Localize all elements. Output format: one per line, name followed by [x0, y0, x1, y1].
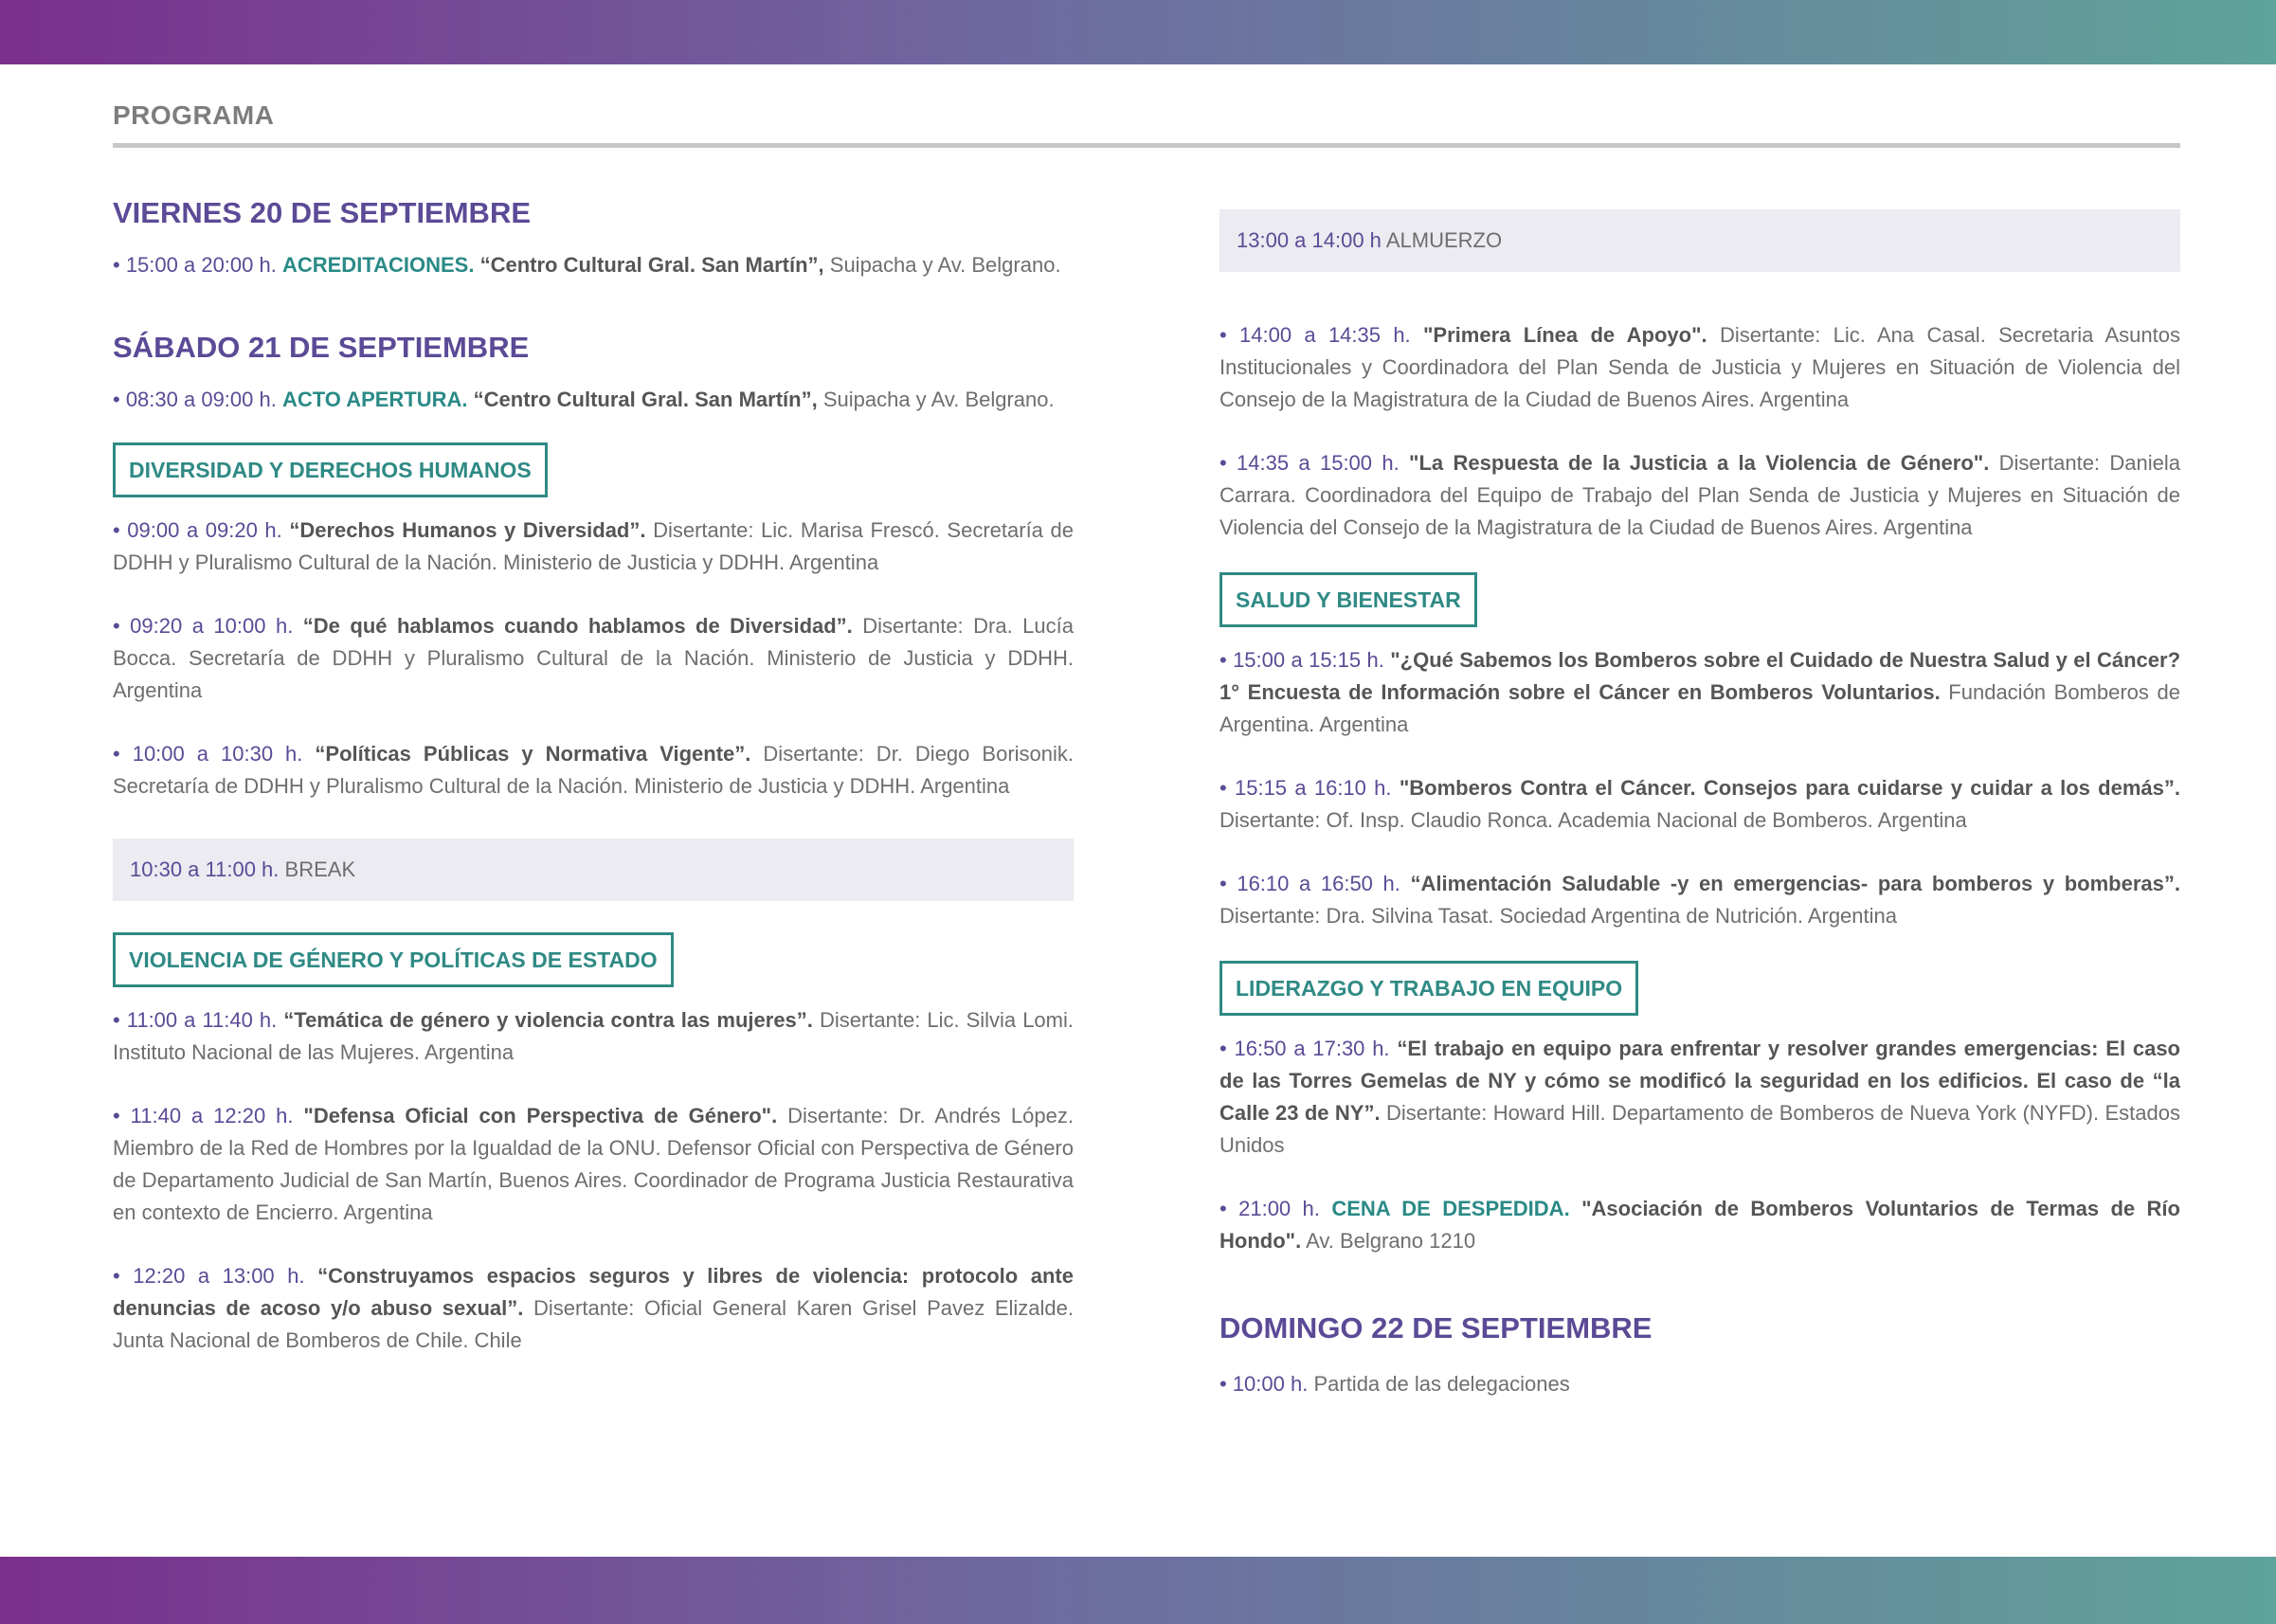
section-salud: SALUD Y BIENESTAR	[1219, 572, 1477, 627]
section-diversidad: DIVERSIDAD Y DERECHOS HUMANOS	[113, 442, 548, 497]
schedule-item: • 10:00 a 10:30 h. “Políticas Públicas y Normativa Vigente”. Disertante: Dr. Diego Borisonik. Secretaría de DDHH y Pluralismo Cultural de la Nación. Ministerio de Justicia y DDHH. Argentina	[113, 742, 1074, 798]
schedule-item: • 10:00 h. Partida de las delegaciones	[1219, 1372, 1570, 1396]
section-liderazgo: LIDERAZGO Y TRABAJO EN EQUIPO	[1219, 961, 1638, 1016]
break-bar: 10:30 a 11:00 h. BREAK	[113, 839, 1074, 901]
schedule-item: • 16:50 a 17:30 h. “El trabajo en equipo para enfrentar y resolver grandes emergencias: El caso de las Torres Gemelas de NY y cómo se modificó la seguridad en los edificios. El caso de “la Calle 23 de NY”. Disertante: Howard Hill. Departamento de Bomberos de Nueva York (NYFD). Estados Unidos	[1219, 1037, 2180, 1157]
schedule-item: • 11:40 a 12:20 h. "Defensa Oficial con Perspectiva de Género". Disertante: Dr. Andrés López. Miembro de la Red de Hombres por la Igualdad de la ONU. Defensor Oficial con Perspectiva de Género de Departamento Judicial de San Martín, Buenos Aires. Coordinador de Programa Justicia Restaurativa en contexto de Encierro. Argentina	[113, 1104, 1074, 1224]
right-column	[1219, 209, 2180, 1400]
top-gradient-band	[0, 0, 2276, 64]
lunch-bar: 13:00 a 14:00 h ALMUERZO	[1219, 209, 2180, 272]
schedule-item: • 09:20 a 10:00 h. “De qué hablamos cuando hablamos de Diversidad”. Disertante: Dra. Lucía Bocca. Secretaría de DDHH y Pluralismo Cultural de la Nación. Ministerio de Justicia y DDHH. Argentina	[113, 614, 1074, 702]
schedule-item: • 15:15 a 16:10 h. "Bomberos Contra el Cáncer. Consejos para cuidarse y cuidar a los demás”. Disertante: Of. Insp. Claudio Ronca. Academia Nacional de Bomberos. Argentina	[1219, 776, 2180, 832]
day-heading-sunday: DOMINGO 22 DE SEPTIEMBRE	[1219, 1311, 1653, 1344]
schedule-item: • 09:00 a 09:20 h. “Derechos Humanos y Diversidad”. Disertante: Lic. Marisa Frescó. Secretaría de DDHH y Pluralismo Cultural de la Nación. Ministerio de Justicia y DDHH. Argentina	[113, 518, 1074, 574]
left-column	[113, 194, 1074, 1357]
schedule-item: • 12:20 a 13:00 h. “Construyamos espacios seguros y libres de violencia: protocolo ante denuncias de acoso y/o abuso sexual”. Disertante: Oficial General Karen Grisel Pavez Elizalde. Junta Nacional de Bomberos de Chile. Chile	[113, 1264, 1074, 1352]
section-violencia: VIOLENCIA DE GÉNERO Y POLÍTICAS DE ESTADO	[113, 932, 674, 987]
schedule-item: • 15:00 a 20:00 h. ACREDITACIONES. “Centro Cultural Gral. San Martín”, Suipacha y Av. Belgrano.	[113, 253, 1061, 277]
schedule-item: • 14:35 a 15:00 h. "La Respuesta de la Justicia a la Violencia de Género". Disertante: Daniela Carrara. Coordinadora del Equipo de Trabajo del Plan Senda de Justicia y Mujeres en Situación de Violencia del Consejo de la Magistratura de la Ciudad de Buenos Aires. Argentina	[1219, 451, 2180, 539]
bottom-gradient-band	[0, 1557, 2276, 1624]
day-heading-saturday: SÁBADO 21 DE SEPTIEMBRE	[113, 331, 530, 364]
schedule-item: • 21:00 h. CENA DE DESPEDIDA. "Asociación de Bomberos Voluntarios de Termas de Río Hondo". Av. Belgrano 1210	[1219, 1197, 2180, 1253]
schedule-item: • 08:30 a 09:00 h. ACTO APERTURA. “Centro Cultural Gral. San Martín”, Suipacha y Av. Belgrano.	[113, 388, 1055, 411]
schedule-item: • 15:00 a 15:15 h. "¿Qué Sabemos los Bomberos sobre el Cuidado de Nuestra Salud y el Cáncer? 1° Encuesta de Información sobre el Cáncer en Bomberos Voluntarios. Fundación Bomberos de Argentina. Argentina	[1219, 648, 2181, 736]
schedule-item: • 16:10 a 16:50 h. “Alimentación Saludable -y en emergencias- para bomberos y bomberas”. Disertante: Dra. Silvina Tasat. Sociedad Argentina de Nutrición. Argentina	[1219, 872, 2181, 928]
page-title: PROGRAMA	[113, 100, 275, 130]
title-divider	[113, 143, 2180, 148]
schedule-item: • 14:00 a 14:35 h. "Primera Línea de Apoyo". Disertante: Lic. Ana Casal. Secretaria Asuntos Institucionales y Coordinadora del Plan Senda de Justicia y Mujeres en Situación de Violencia del Consejo de la Magistratura de la Ciudad de Buenos Aires. Argentina	[1219, 323, 2180, 411]
day-heading-friday: VIERNES 20 DE SEPTIEMBRE	[113, 196, 532, 229]
schedule-item: • 11:00 a 11:40 h. “Temática de género y violencia contra las mujeres”. Disertante: Lic. Silvia Lomi. Instituto Nacional de las Mujeres. Argentina	[113, 1008, 1074, 1064]
